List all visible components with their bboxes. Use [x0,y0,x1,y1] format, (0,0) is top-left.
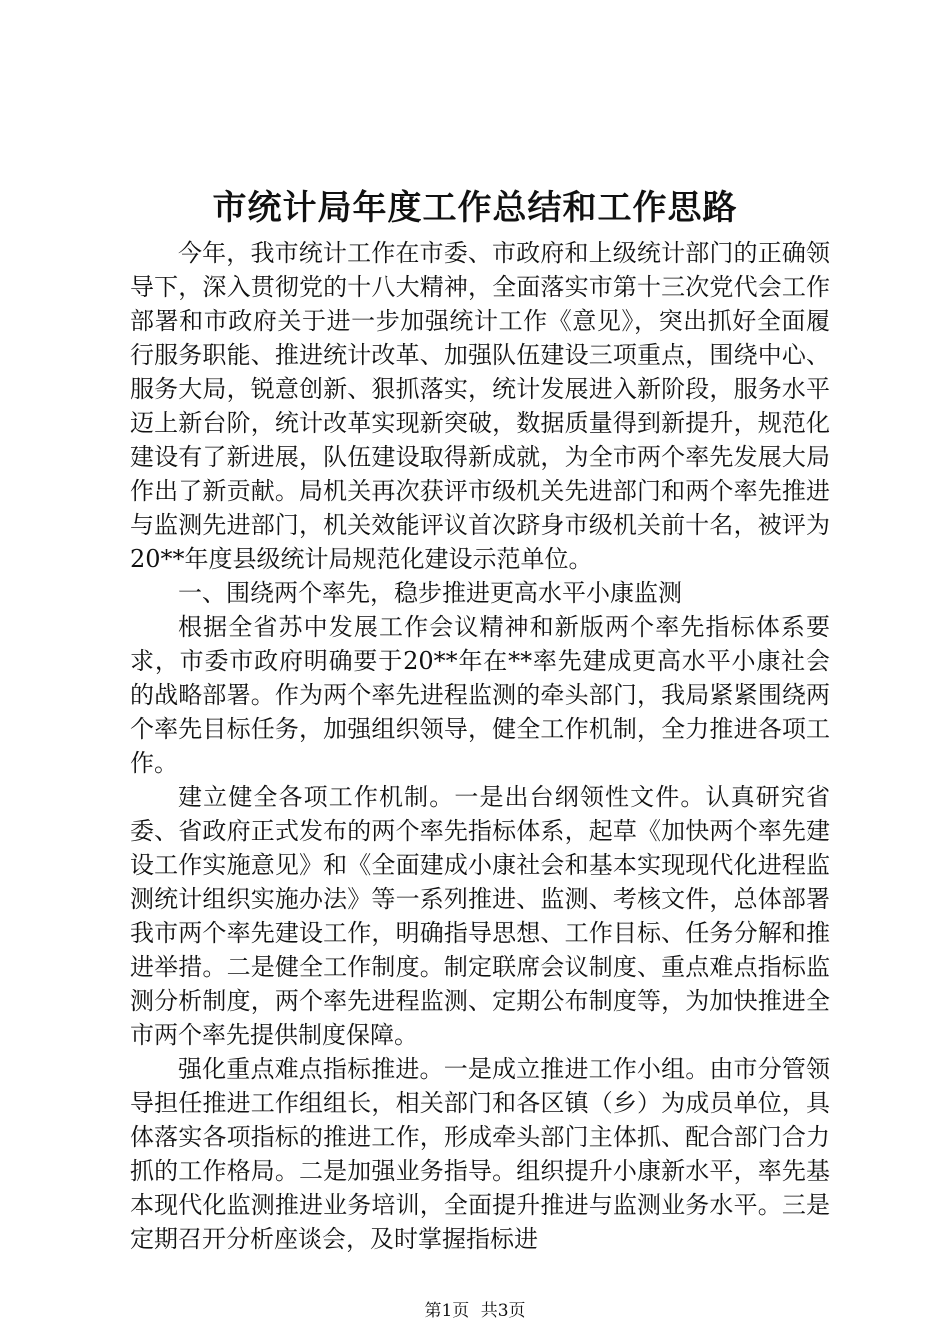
page-number: 第1页 [424,1301,470,1321]
body-paragraph: 强化重点难点指标推进。一是成立推进工作小组。由市分管领导担任推进工作组组长，相关部门和各区镇（乡）为成员单位，具体落实各项指标的推进工作，形成牵头部门主体抓、配合部门合力抓的工作格局。二是加强业务指导。组织提升小康新水平，率先基本现代化监测推进业务培训，全面提升推进与监测业务水平。三是定期召开分析座谈会，及时掌握指标进 [130,1055,830,1253]
body-paragraph: 建立健全各项工作机制。一是出台纲领性文件。认真研究省委、省政府正式发布的两个率先指标体系，起草《加快两个率先建设工作实施意见》和《全面建成小康社会和基本实现现代化进程监测统计组织实施办法》等一系列推进、监测、考核文件，总体部署我市两个率先建设工作，明确指导思想、工作目标、任务分解和推进举措。二是健全工作制度。制定联席会议制度、重点难点指标监测分析制度，两个率先进程监测、定期公布制度等，为加快推进全市两个率先提供制度保障。 [130,783,830,1049]
page-footer [0,1299,950,1323]
section-heading: 一、围绕两个率先，稳步推进更高水平小康监测 [178,579,682,607]
body-paragraph: 根据全省苏中发展工作会议精神和新版两个率先指标体系要求，市委市政府明确要于20**年在**率先建成更高水平小康社会的战略部署。作为两个率先进程监测的牵头部门，我局紧紧围绕两个率先目标任务，加强组织领导，健全工作机制，全力推进各项工作。 [130,613,830,777]
document-body [130,236,830,1256]
document-title: 市统计局年度工作总结和工作思路 [212,188,738,228]
intro-paragraph: 今年，我市统计工作在市委、市政府和上级统计部门的正确领导下，深入贯彻党的十八大精神，全面落实市第十三次党代会工作部署和市政府关于进一步加强统计工作《意见》，突出抓好全面履行服务职能、推进统计改革、加强队伍建设三项重点，围绕中心、服务大局，锐意创新、狠抓落实，统计发展进入新阶段，服务水平迈上新台阶，统计改革实现新突破，数据质量得到新提升，规范化建设有了新进展，队伍建设取得新成就，为全市两个率先发展大局作出了新贡献。局机关再次获评市级机关先进部门和两个率先推进与监测先进部门，机关效能评议首次跻身市级机关前十名，被评为20**年度县级统计局规范化建设示范单位。 [130,239,830,573]
page-total: 共3页 [480,1301,526,1321]
